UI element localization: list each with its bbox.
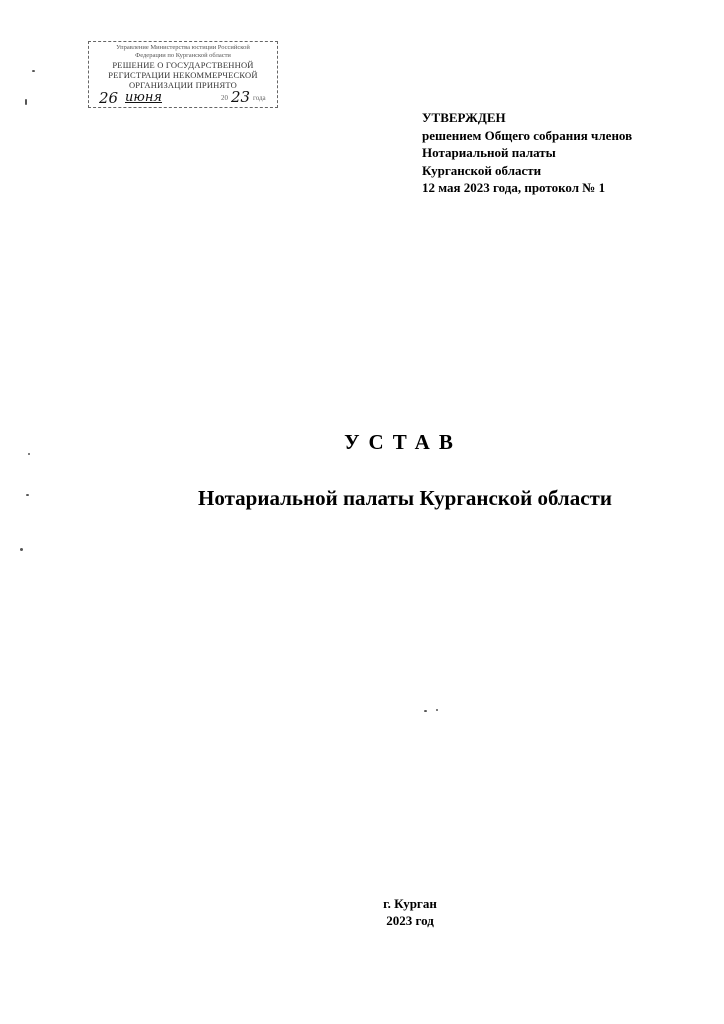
stamp-accepted-line: ОРГАНИЗАЦИИ ПРИНЯТО [128, 80, 238, 90]
stamp-handwritten-day: 26 [99, 89, 119, 107]
stamp-year-suffix: года [253, 94, 266, 102]
registration-stamp [88, 41, 278, 108]
scan-speck [424, 710, 427, 712]
footer-year: 2023 год [386, 913, 434, 928]
stamp-registration-line: РЕГИСТРАЦИИ НЕКОММЕРЧЕСКОЙ [108, 70, 258, 80]
scan-speck [28, 453, 30, 455]
approval-block [422, 109, 632, 197]
scan-speck [20, 548, 23, 551]
approval-line: решением Общего собрания членов [422, 127, 633, 143]
approval-line: Нотариальной палаты [422, 145, 556, 160]
scan-speck [25, 99, 27, 105]
stamp-handwritten-year: 23 [231, 88, 251, 106]
stamp-date-row [93, 88, 273, 107]
stamp-region-line: Федерации по Курганской области [135, 52, 231, 59]
stamp-year-prefix: 20 [221, 94, 228, 102]
scan-speck [436, 709, 438, 711]
stamp-authority-line: Управление Министерства юстиции Российской [116, 44, 250, 51]
document-subtitle: Нотариальной палаты Курганской области [198, 486, 612, 510]
stamp-handwritten-month: июня [125, 90, 162, 105]
footer-city: г. Курган [383, 896, 437, 911]
approval-line: Курганской области [422, 162, 542, 178]
approval-heading: УТВЕРЖДЕН [422, 110, 506, 125]
approval-date-line: 12 мая 2023 года, протокол № 1 [422, 180, 606, 195]
stamp-decision-line: РЕШЕНИЕ О ГОСУДАРСТВЕННОЙ [112, 60, 254, 70]
document-footer [0, 895, 724, 929]
document-title: УСТАВ [344, 430, 462, 454]
scan-speck [26, 494, 29, 496]
scan-speck [32, 70, 35, 72]
